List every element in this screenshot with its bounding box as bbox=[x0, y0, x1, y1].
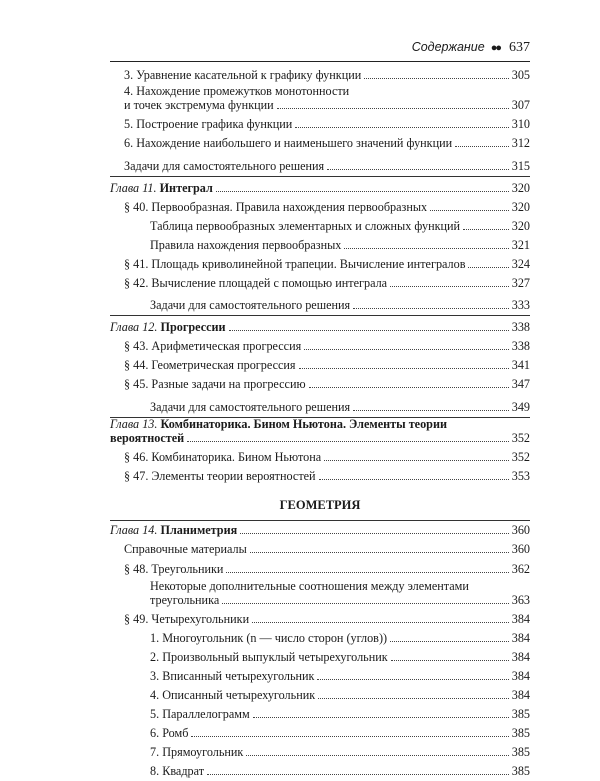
page-number: 352 bbox=[511, 431, 530, 445]
toc-entry-title: Задачи для самостоятельного решения bbox=[150, 298, 351, 312]
page-number: 347 bbox=[511, 377, 530, 391]
toc-entry-title: 3. Уравнение касательной к графику функции bbox=[124, 68, 362, 82]
toc-entry[interactable] bbox=[110, 629, 530, 648]
dot-leader bbox=[252, 622, 509, 623]
chapter-label: Глава 12. bbox=[110, 320, 161, 334]
toc-entry[interactable] bbox=[110, 448, 530, 467]
toc-entry[interactable] bbox=[110, 686, 530, 705]
toc-entry-title: треугольника bbox=[150, 593, 220, 607]
toc-entry-title: Правила нахождения первообразных bbox=[150, 238, 342, 252]
page-number: 321 bbox=[511, 238, 530, 252]
page-number: 324 bbox=[511, 257, 530, 271]
toc-entry-title: Задачи для самостоятельного решения bbox=[150, 400, 351, 414]
page-number: 360 bbox=[511, 523, 530, 537]
dot-leader bbox=[250, 552, 509, 553]
page-number: 307 bbox=[511, 98, 530, 112]
page-number: 320 bbox=[511, 200, 530, 214]
page-number: 384 bbox=[511, 688, 530, 702]
toc-entry[interactable] bbox=[110, 743, 530, 762]
toc-entry[interactable] bbox=[110, 153, 530, 177]
toc-entry-title: § 48. Треугольники bbox=[124, 562, 224, 576]
dot-leader bbox=[390, 641, 509, 642]
toc-entry-title: 1. Многоугольник (n — число сторон (углов)) bbox=[150, 631, 388, 645]
dot-leader bbox=[353, 308, 509, 309]
dot-leader bbox=[430, 210, 509, 211]
toc-entry[interactable] bbox=[110, 648, 530, 667]
dot-leader bbox=[391, 660, 509, 661]
toc-entry-title: 2. Произвольный выпуклый четырехугольник bbox=[150, 650, 388, 664]
toc-entry-title: 6. Ромб bbox=[150, 726, 189, 740]
page-number: 363 bbox=[511, 593, 530, 607]
dot-leader bbox=[317, 679, 508, 680]
toc-entry-title: 6. Нахождение наибольшего и наименьшего значений функции bbox=[124, 136, 453, 150]
dot-leader bbox=[309, 387, 509, 388]
page-number: 320 bbox=[511, 181, 530, 195]
dot-leader bbox=[222, 603, 508, 604]
page-number: 362 bbox=[511, 562, 530, 576]
page-number: 349 bbox=[511, 400, 530, 414]
toc-entry-title: § 44. Геометрическая прогрессия bbox=[124, 358, 296, 372]
dot-leader bbox=[304, 349, 508, 350]
chapter-label: Глава 11. bbox=[110, 181, 160, 195]
toc-entry[interactable] bbox=[110, 762, 530, 781]
toc-entry[interactable] bbox=[110, 705, 530, 724]
toc-block-geometry bbox=[110, 520, 530, 781]
page-number: 312 bbox=[511, 136, 530, 150]
toc-entry-title: Таблица первообразных элементарных и сложных функций bbox=[150, 219, 461, 233]
toc-entry[interactable] bbox=[110, 356, 530, 375]
chapter-label: Глава 13. bbox=[110, 417, 161, 431]
toc-entry-title: Справочные материалы bbox=[124, 542, 247, 556]
toc-entry-title: 4. Описанный четырехугольник bbox=[150, 688, 316, 702]
toc-entry[interactable] bbox=[110, 559, 530, 579]
toc-entry[interactable] bbox=[110, 667, 530, 686]
toc-entry-title: 3. Вписанный четырехугольник bbox=[150, 669, 315, 683]
toc-entry-title: § 42. Вычисление площадей с помощью интеграла bbox=[124, 276, 388, 290]
toc-entry[interactable] bbox=[110, 337, 530, 356]
dot-leader bbox=[319, 479, 509, 480]
section-title-geometry: ГЕОМЕТРИЯ bbox=[279, 498, 361, 512]
page-number: 305 bbox=[511, 68, 530, 82]
dot-leader bbox=[353, 410, 509, 411]
page-number: 315 bbox=[511, 159, 530, 173]
dot-leader bbox=[344, 248, 508, 249]
toc-entry[interactable] bbox=[110, 316, 530, 337]
page-number: 360 bbox=[511, 542, 530, 556]
dot-leader bbox=[277, 108, 509, 109]
header-bullet-icon: ●● bbox=[490, 42, 500, 54]
page-number: 385 bbox=[511, 707, 530, 721]
toc-entry-title: Задачи для самостоятельного решения bbox=[124, 159, 325, 173]
toc-entry[interactable] bbox=[110, 198, 530, 217]
dot-leader bbox=[187, 441, 509, 442]
page-number: 338 bbox=[511, 339, 530, 353]
toc-entry[interactable] bbox=[110, 467, 530, 486]
dot-leader bbox=[295, 127, 508, 128]
header-rule bbox=[110, 61, 530, 62]
chapter-label: Глава 14. bbox=[110, 523, 161, 537]
toc-entry-title: § 47. Элементы теории вероятностей bbox=[124, 469, 316, 483]
toc-entry-title: вероятностей bbox=[110, 431, 185, 445]
toc-entry-title: § 46. Комбинаторика. Бином Ньютона bbox=[124, 450, 322, 464]
page-number: 327 bbox=[511, 276, 530, 290]
page-number: 384 bbox=[511, 612, 530, 626]
toc-entry[interactable] bbox=[110, 255, 530, 274]
page-number: 384 bbox=[511, 631, 530, 645]
dot-leader bbox=[240, 533, 509, 534]
dot-leader bbox=[327, 169, 509, 170]
toc-entry-title: § 45. Разные задачи на прогрессию bbox=[124, 377, 306, 391]
toc-entry[interactable] bbox=[110, 115, 530, 134]
page-number: 385 bbox=[511, 764, 530, 778]
dot-leader bbox=[364, 78, 508, 79]
toc-entry-title: § 40. Первообразная. Правила нахождения первообразных bbox=[124, 200, 428, 214]
page-number: 333 bbox=[511, 298, 530, 312]
dot-leader bbox=[253, 717, 509, 718]
toc-entry[interactable] bbox=[110, 579, 530, 610]
toc-entry[interactable] bbox=[110, 177, 530, 198]
page-number: 310 bbox=[511, 117, 530, 131]
toc-entry-title: 5. Построение графика функции bbox=[124, 117, 293, 131]
page-number: 384 bbox=[511, 669, 530, 683]
toc-entry-title: 7. Прямоугольник bbox=[150, 745, 244, 759]
dot-leader bbox=[226, 572, 508, 573]
toc-entry-title: Прогрессии bbox=[160, 320, 226, 334]
dot-leader bbox=[207, 774, 509, 775]
toc-entry[interactable] bbox=[110, 217, 530, 236]
toc-entry-title-line1: Некоторые дополнительные соотношения между элементами bbox=[150, 579, 469, 593]
toc-entry[interactable] bbox=[110, 520, 530, 540]
toc-entry[interactable] bbox=[110, 610, 530, 629]
toc-entry-title: 8. Квадрат bbox=[150, 764, 205, 778]
toc-entry[interactable] bbox=[110, 375, 530, 394]
toc-entry[interactable] bbox=[110, 540, 530, 559]
toc-entry[interactable] bbox=[110, 274, 530, 293]
dot-leader bbox=[468, 267, 508, 268]
page-number: 352 bbox=[511, 450, 530, 464]
dot-leader bbox=[324, 460, 509, 461]
dot-leader bbox=[191, 736, 508, 737]
dot-leader bbox=[299, 368, 509, 369]
dot-leader bbox=[229, 330, 509, 331]
dot-leader bbox=[463, 229, 509, 230]
toc-entry-title-line1: 4. Нахождение промежутков монотонности bbox=[124, 84, 350, 98]
toc-entry[interactable] bbox=[110, 293, 530, 316]
toc-entry[interactable] bbox=[110, 134, 530, 153]
toc-entry[interactable] bbox=[110, 724, 530, 743]
header-page-number: 637 bbox=[509, 40, 530, 55]
toc-entry[interactable] bbox=[110, 236, 530, 255]
toc-entry-title: § 43. Арифметическая прогрессия bbox=[124, 339, 302, 353]
page-number: 385 bbox=[511, 726, 530, 740]
page-number: 385 bbox=[511, 745, 530, 759]
page-number: 384 bbox=[511, 650, 530, 664]
toc-entry-title: и точек экстремума функции bbox=[124, 98, 274, 112]
toc-entry[interactable] bbox=[110, 64, 530, 85]
toc-block-algebra bbox=[110, 64, 530, 486]
page-number: 320 bbox=[511, 219, 530, 233]
dot-leader bbox=[216, 191, 509, 192]
toc-entry-title-line1: Комбинаторика. Бином Ньютона. Элементы теории bbox=[160, 417, 448, 431]
toc-entry-title: 5. Параллелограмм bbox=[150, 707, 250, 721]
toc-entry-title: Планиметрия bbox=[160, 523, 238, 537]
dot-leader bbox=[246, 755, 508, 756]
toc-entry[interactable] bbox=[110, 418, 530, 448]
header-title: Содержание bbox=[411, 40, 485, 54]
toc-entry-title: § 41. Площадь криволинейной трапеции. Вычисление интегралов bbox=[124, 257, 466, 271]
toc-entry[interactable] bbox=[110, 85, 530, 115]
dot-leader bbox=[390, 286, 509, 287]
running-header bbox=[110, 40, 530, 60]
dot-leader bbox=[455, 146, 509, 147]
dot-leader bbox=[318, 698, 509, 699]
toc-entry-title: § 49. Четырехугольники bbox=[124, 612, 250, 626]
page-number: 341 bbox=[511, 358, 530, 372]
page-number: 338 bbox=[511, 320, 530, 334]
page-number: 353 bbox=[511, 469, 530, 483]
toc-entry[interactable] bbox=[110, 394, 530, 418]
toc-entry-title: Интеграл bbox=[159, 181, 213, 195]
